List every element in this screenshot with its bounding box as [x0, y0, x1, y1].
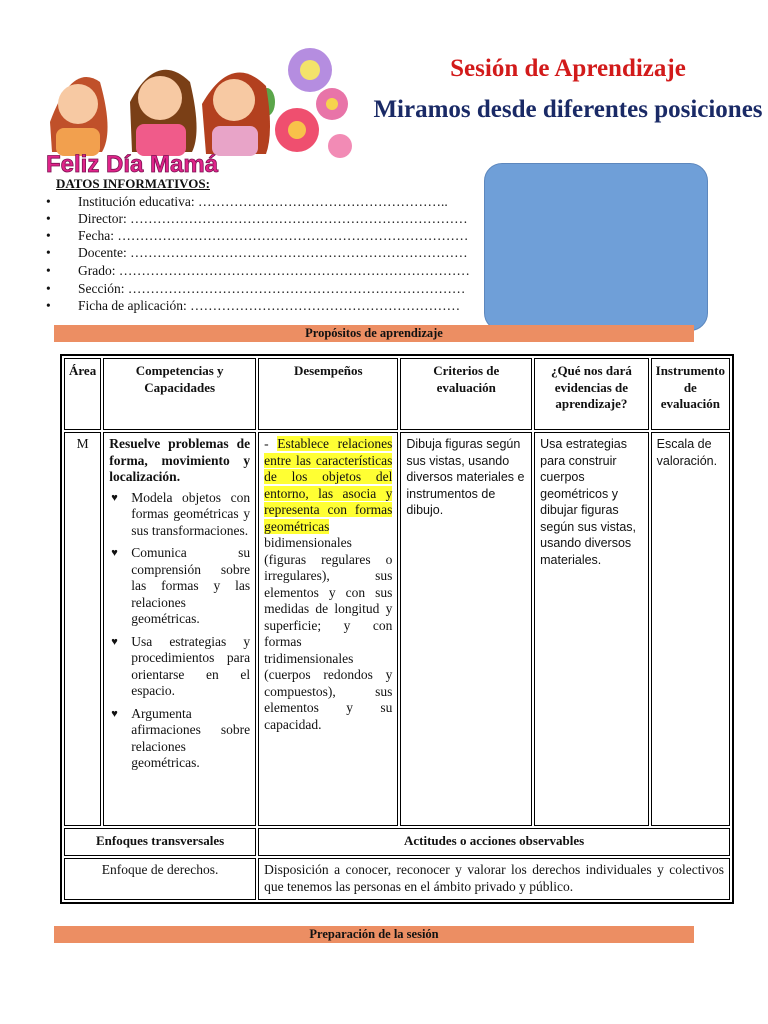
bullet-icon: •: [46, 194, 51, 209]
bullet-icon: •: [46, 281, 51, 296]
capacidad-item: ♥ Modela objetos con formas geométricas y sus transformaciones.: [111, 489, 251, 538]
image-placeholder: [484, 163, 708, 331]
datos-row-ficha: • Ficha de aplicación: ……………………………………………………: [46, 298, 461, 313]
cell-desempenos: [258, 432, 398, 826]
mothers-day-banner: [42, 42, 354, 178]
cell-criterios: Dibuja figuras según sus vistas, usando diversos materiales e instrumentos de dibujo.: [400, 432, 532, 826]
cell-evidencias: Usa estrategias para construir cuerpos geométricos y dibujar figuras según sus vistas, usando diversos materiales.: [534, 432, 649, 826]
session-subtitle: Miramos desde diferentes posiciones: [373, 96, 763, 123]
heart-icon: ♥: [111, 491, 118, 504]
session-title: Sesión de Aprendizaje: [450, 55, 686, 82]
header-enfoques: Enfoques transversales: [64, 828, 256, 856]
cell-actitud: Disposición a conocer, reconocer y valorar los derechos individuales y colectivos que tenemos las personas en el ámbito privado y público.: [258, 858, 730, 900]
propositos-band: Propósitos de aprendizaje: [54, 325, 694, 342]
cell-instrumento: Escala de valoración.: [651, 432, 730, 826]
learning-table: [60, 354, 734, 904]
datos-heading: DATOS INFORMATIVOS:: [56, 176, 210, 191]
bullet-icon: •: [46, 228, 51, 243]
banner-text: Feliz Día Mamá: [46, 151, 219, 178]
cell-competencias: [103, 432, 256, 826]
bullet-icon: •: [46, 245, 51, 260]
heart-icon: ♥: [111, 707, 118, 720]
header-actitudes: Actitudes o acciones observables: [258, 828, 730, 856]
capacidades-list: [109, 490, 250, 772]
women-illustration: [50, 70, 270, 156]
datos-row-seccion: • Sección: …………………………………………………………………: [46, 281, 466, 296]
datos-row-grado: • Grado: ……………………………………………………………………: [46, 263, 470, 278]
datos-row-docente: • Docente: …………………………………………………………………: [46, 245, 468, 260]
header-evidencias: ¿Qué nos dará evidencias de aprendizaje?: [534, 358, 649, 430]
header-area: Área: [64, 358, 101, 430]
flowers-illustration: [259, 48, 352, 158]
bullet-icon: •: [46, 298, 51, 313]
capacidad-item: ♥ Usa estrategias y procedimientos para orientarse en el espacio.: [111, 633, 251, 698]
heart-icon: ♥: [111, 635, 118, 648]
cell-enfoque: Enfoque de derechos.: [64, 858, 256, 900]
header-desempenos: Desempeños: [258, 358, 398, 430]
heart-icon: ♥: [111, 547, 118, 559]
header-criterios: Criterios de evaluación: [400, 358, 532, 430]
capacidad-item: ♥ Comunica su comprensión sobre las formas y las relaciones geométricas.: [111, 545, 251, 626]
desempeno-highlight: Establece relaciones entre las características de los objetos del entorno, las asocia y representa con formas geométricas: [264, 436, 393, 534]
datos-row-fecha: • Fecha: ……………………………………………………………………: [46, 228, 469, 243]
header-instrumento: Instrumento de evaluación: [651, 358, 730, 430]
desempeno-text: bidimensionales (figuras regulares o irregulares), sus elementos y con sus medidas de longitud y superficie; y con formas tridimensionales (cuerpos redondos y compuestos), sus elementos y su capacidad.: [264, 535, 393, 732]
learning-table-container: [60, 354, 734, 912]
competencia-title: Resuelve problemas de forma, movimiento y localización.: [109, 436, 251, 484]
bullet-icon: •: [46, 263, 51, 278]
datos-row-director: • Director: …………………………………………………………………: [46, 211, 468, 226]
datos-row-institucion: • Institución educativa: ………………………………………………..: [46, 194, 448, 209]
header-competencias: Competencias y Capacidades: [103, 358, 256, 430]
capacidad-item: ♥ Argumenta afirmaciones sobre relaciones geométricas.: [111, 705, 251, 770]
cell-area: M: [64, 432, 101, 826]
desempeno-dash: -: [264, 436, 278, 451]
bullet-icon: •: [46, 211, 51, 226]
preparacion-band: Preparación de la sesión: [54, 926, 694, 943]
